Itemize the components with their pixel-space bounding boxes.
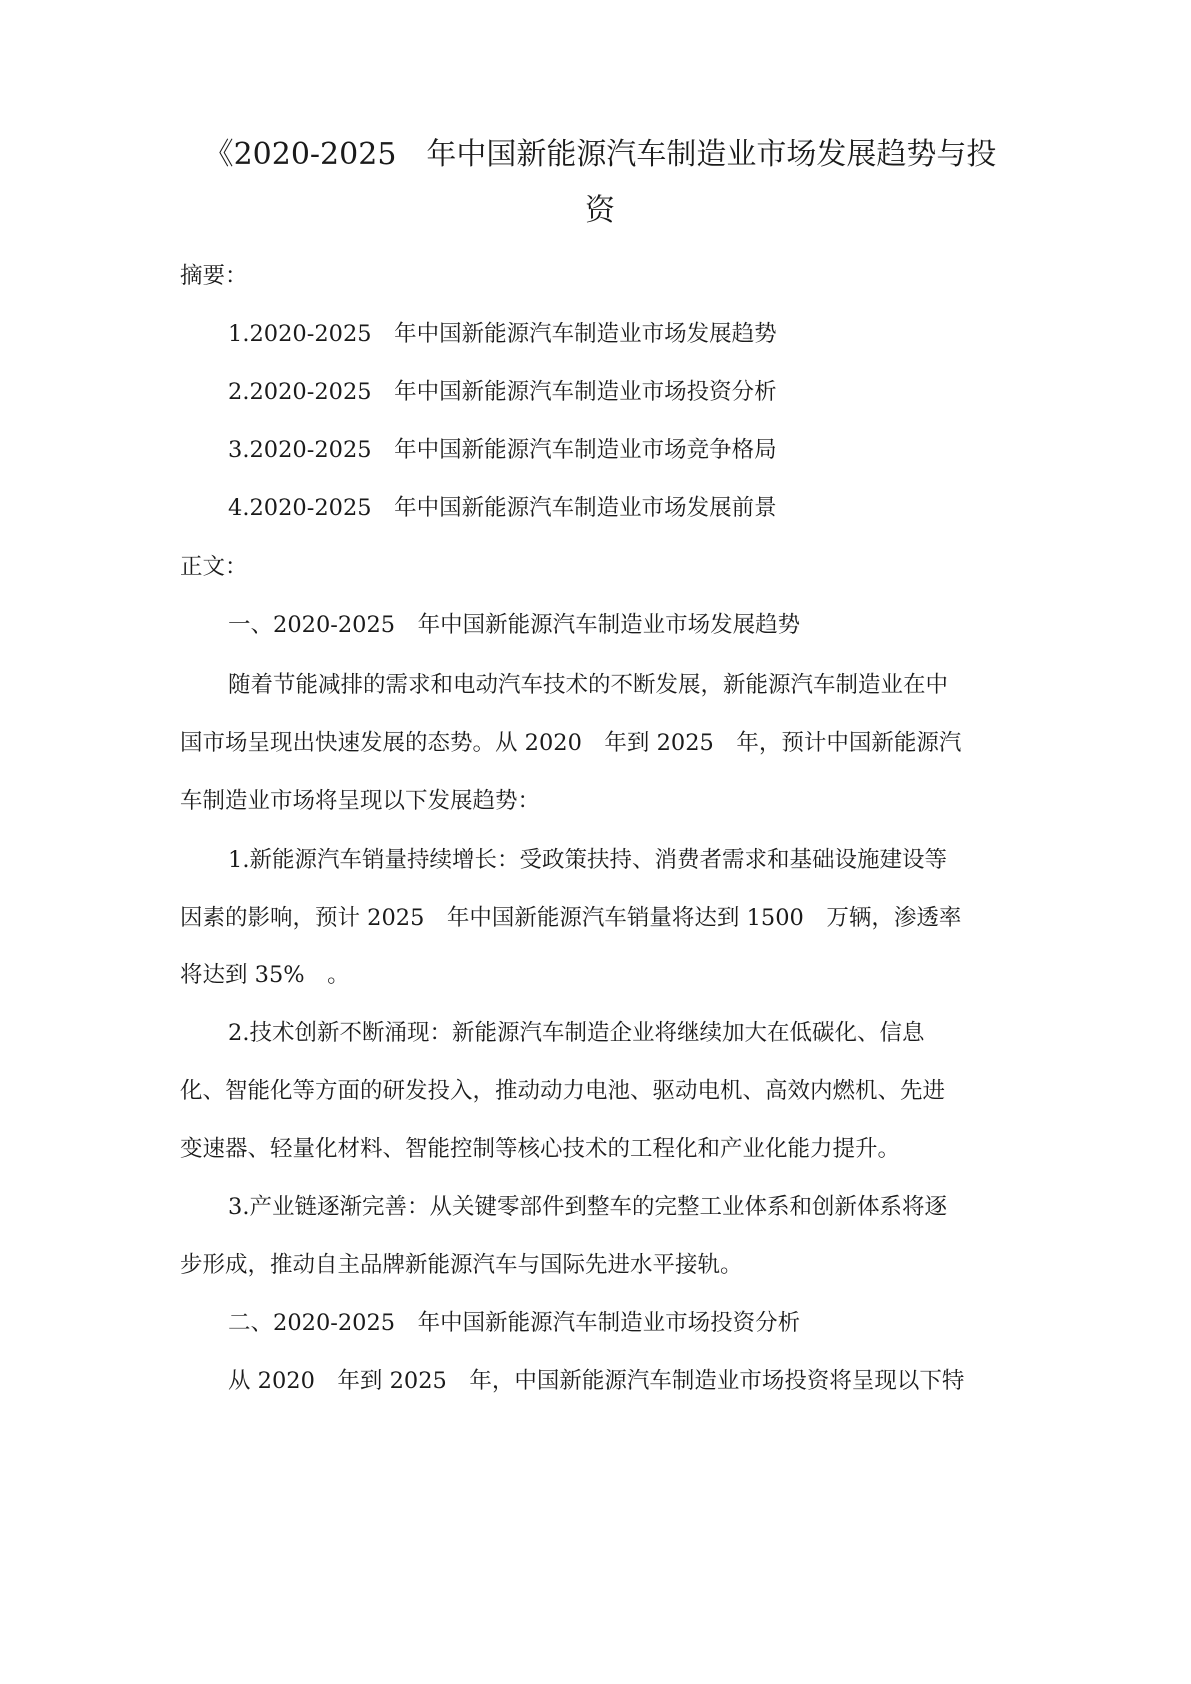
abstract-item: 4.2020-2025 年中国新能源汽车制造业市场发展前景 bbox=[228, 495, 777, 521]
point-1-line: 因素的影响，预计 2025 年中国新能源汽车销量将达到 1500 万辆，渗透率 bbox=[180, 905, 962, 931]
abstract-item: 1.2020-2025 年中国新能源汽车制造业市场发展趋势 bbox=[228, 321, 777, 347]
point-1-line: 1.新能源汽车销量持续增长：受政策扶持、消费者需求和基础设施建设等 bbox=[228, 847, 947, 873]
paragraph-2-line: 从 2020 年到 2025 年，中国新能源汽车制造业市场投资将呈现以下特 bbox=[228, 1368, 965, 1394]
point-3-line: 步形成，推动自主品牌新能源汽车与国际先进水平接轨。 bbox=[180, 1252, 743, 1278]
abstract-item: 3.2020-2025 年中国新能源汽车制造业市场竞争格局 bbox=[228, 437, 777, 463]
paragraph-1-line: 随着节能减排的需求和电动汽车技术的不断发展，新能源汽车制造业在中 bbox=[228, 672, 949, 698]
point-2-line: 化、智能化等方面的研发投入，推动动力电池、驱动电机、高效内燃机、先进 bbox=[180, 1078, 946, 1104]
body-label: 正文： bbox=[180, 554, 248, 580]
abstract-label: 摘要： bbox=[180, 263, 248, 289]
point-3-line: 3.产业链逐渐完善：从关键零部件到整车的完整工业体系和创新体系将逐 bbox=[228, 1194, 947, 1220]
section-heading-1: 一、2020-2025 年中国新能源汽车制造业市场发展趋势 bbox=[228, 612, 801, 638]
document-title-line-1: 《2020-2025 年中国新能源汽车制造业市场发展趋势与投 bbox=[203, 137, 997, 172]
section-heading-2: 二、2020-2025 年中国新能源汽车制造业市场投资分析 bbox=[228, 1310, 801, 1336]
abstract-item: 2.2020-2025 年中国新能源汽车制造业市场投资分析 bbox=[228, 379, 777, 405]
paragraph-1-line: 国市场呈现出快速发展的态势。从 2020 年到 2025 年，预计中国新能源汽 bbox=[180, 730, 962, 756]
point-2-line: 2.技术创新不断涌现：新能源汽车制造企业将继续加大在低碳化、信息 bbox=[228, 1020, 925, 1046]
document-title-line-2: 资 bbox=[585, 193, 615, 228]
point-2-line: 变速器、轻量化材料、智能控制等核心技术的工程化和产业化能力提升。 bbox=[180, 1136, 901, 1162]
point-1-line: 将达到 35% 。 bbox=[180, 962, 350, 988]
paragraph-1-line: 车制造业市场将呈现以下发展趋势： bbox=[180, 788, 541, 814]
